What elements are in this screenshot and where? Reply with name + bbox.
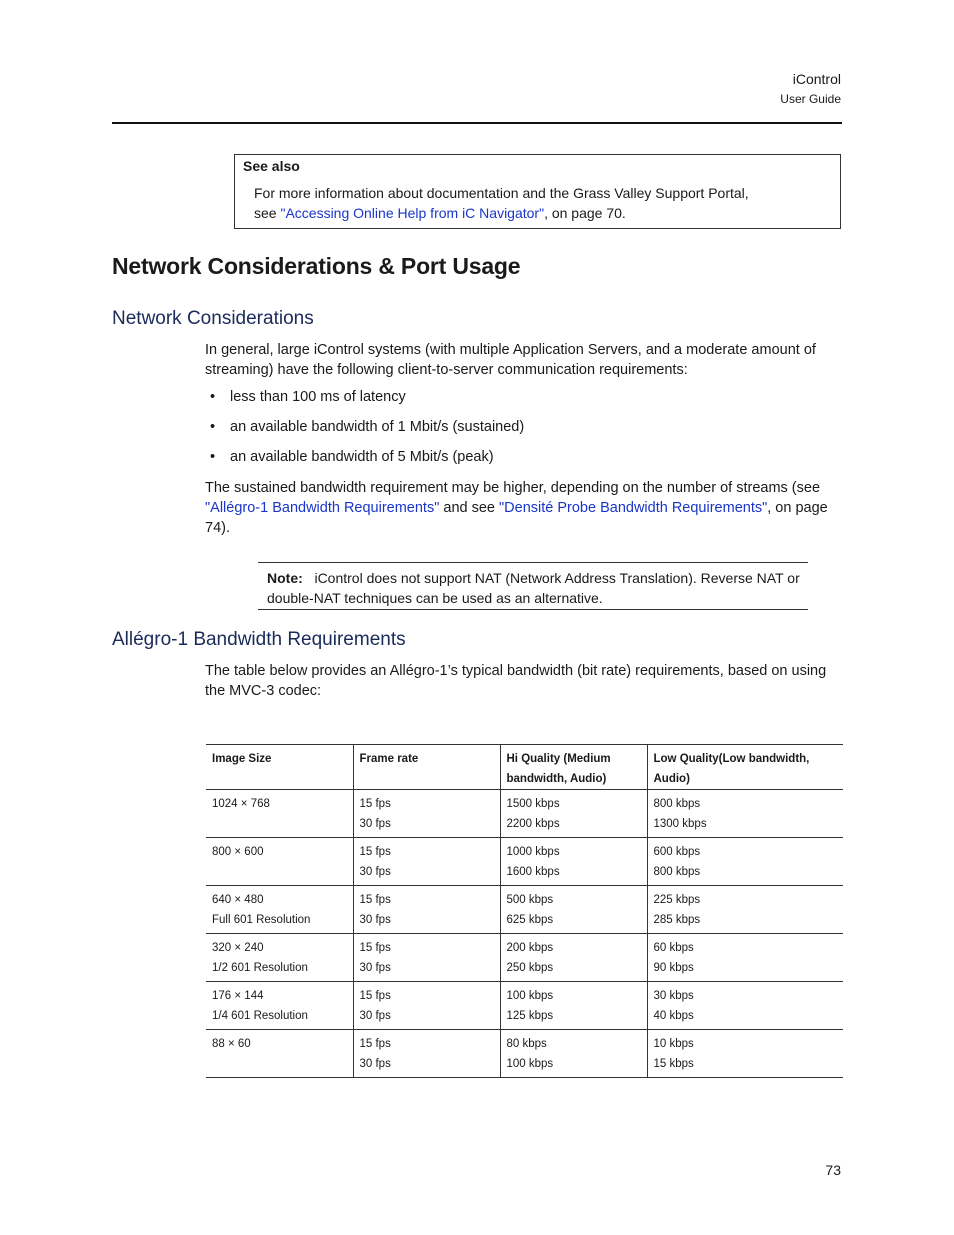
table-cell	[500, 886, 647, 934]
table-cell	[206, 1030, 353, 1078]
table-cell	[353, 790, 500, 838]
cell-line: 100 kbps	[506, 990, 554, 1002]
table-cell	[647, 934, 843, 982]
table-cell	[353, 934, 500, 982]
table-cell	[206, 982, 353, 1030]
bullet-item	[210, 389, 406, 405]
cell-line: 15 fps	[359, 942, 391, 954]
allegro-bandwidth-table	[206, 744, 843, 1078]
sustained-text-a: The sustained bandwidth requirement may be higher, depending on the number of streams (see	[205, 480, 821, 496]
cell-line: 800 kbps	[653, 866, 701, 878]
bullet-dot: •	[210, 389, 216, 405]
cell-line: 30 fps	[359, 1010, 391, 1022]
header-title: iControl	[792, 71, 841, 87]
cell-line: 40 kbps	[653, 1010, 694, 1022]
cell-line: 30 fps	[359, 866, 391, 878]
sustained-text-c: , on page 74).	[205, 500, 828, 536]
see-also-body	[254, 183, 834, 223]
cell-line: 30 fps	[359, 818, 391, 830]
table-header-row	[206, 745, 843, 790]
column-header-image-size: Image Size	[206, 745, 353, 790]
column-header-hi-quality: Hi Quality (Medium bandwidth, Audio)	[500, 745, 647, 790]
cell-line: 15 fps	[359, 798, 391, 810]
see-also-prefix: see	[254, 205, 281, 221]
cell-line: 1/2 601 Resolution	[212, 962, 308, 974]
cell-line: 1600 kbps	[506, 866, 560, 878]
cell-line: 10 kbps	[653, 1038, 694, 1050]
cell-line: 30 fps	[359, 914, 391, 926]
cell-line: 125 kbps	[506, 1010, 554, 1022]
cell-line: 60 kbps	[653, 942, 694, 954]
header-rule	[112, 122, 842, 124]
cell-line: 1000 kbps	[506, 846, 560, 858]
table-cell	[647, 838, 843, 886]
cell-line: 30 fps	[359, 1058, 391, 1070]
allegro-heading: Allégro-1 Bandwidth Requirements	[112, 629, 406, 650]
table-cell	[353, 1030, 500, 1078]
cell-line: 15 fps	[359, 990, 391, 1002]
cell-line: 640 × 480	[212, 894, 264, 906]
densite-probe-bandwidth-link[interactable]: "Densité Probe Bandwidth Requirements"	[499, 500, 768, 516]
table-cell	[353, 886, 500, 934]
table-cell	[647, 982, 843, 1030]
cell-line: 625 kbps	[506, 914, 554, 926]
table-cell	[353, 838, 500, 886]
header-subtitle: User Guide	[780, 92, 841, 106]
bullet-item	[210, 419, 524, 435]
table-cell	[206, 886, 353, 934]
note-label: Note:	[267, 570, 303, 586]
column-header-low-quality: Low Quality(Low bandwidth, Audio)	[647, 745, 843, 790]
table-cell	[500, 1030, 647, 1078]
note-body: iControl does not support NAT (Network Address Translation). Reverse NAT or double-NAT techniques can be used as an alternative.	[267, 570, 800, 606]
network-intro: In general, large iControl systems (with multiple Application Servers, and a moderate amount of streaming) have the following client-to-server communication requirements:	[205, 342, 816, 378]
note-text	[267, 568, 812, 608]
sustained-text-b: and see	[439, 500, 500, 516]
cell-line: 1500 kbps	[506, 798, 560, 810]
allegro-intro: The table below provides an Allégro-1’s typical bandwidth (bit rate) requirements, based on using the MVC-3 codec:	[205, 663, 827, 699]
see-also-line1: For more information about documentation and the Grass Valley Support Portal,	[254, 185, 749, 201]
bullet-text: less than 100 ms of latency	[230, 389, 406, 405]
network-considerations-heading: Network Considerations	[112, 308, 314, 329]
cell-line: Full 601 Resolution	[212, 914, 311, 926]
cell-line: 15 kbps	[653, 1058, 694, 1070]
note-box	[258, 562, 808, 610]
bullet-text: an available bandwidth of 5 Mbit/s (peak)	[230, 449, 494, 465]
cell-line: 1300 kbps	[653, 818, 707, 830]
table-cell	[500, 934, 647, 982]
table-row	[206, 838, 843, 886]
cell-line: 176 × 144	[212, 990, 264, 1002]
accessing-online-help-link[interactable]: "Accessing Online Help from iC Navigator"	[280, 205, 545, 221]
column-header-frame-rate: Frame rate	[353, 745, 500, 790]
cell-line: 15 fps	[359, 846, 391, 858]
cell-line: 100 kbps	[506, 1058, 554, 1070]
bullet-text: an available bandwidth of 1 Mbit/s (sustained)	[230, 419, 525, 435]
cell-line: 1/4 601 Resolution	[212, 1010, 308, 1022]
cell-line: 320 × 240	[212, 942, 264, 954]
cell-line: 15 fps	[359, 894, 391, 906]
table-cell	[206, 838, 353, 886]
cell-line: 2200 kbps	[506, 818, 560, 830]
bullet-dot: •	[210, 419, 216, 435]
cell-line: 250 kbps	[506, 962, 554, 974]
bullet-item	[210, 449, 494, 465]
sustained-paragraph	[205, 478, 842, 538]
cell-line: 30 kbps	[653, 990, 694, 1002]
table-cell	[353, 982, 500, 1030]
cell-line: 600 kbps	[653, 846, 701, 858]
table-row	[206, 886, 843, 934]
table-cell	[206, 934, 353, 982]
table-cell	[647, 886, 843, 934]
cell-line: 200 kbps	[506, 942, 554, 954]
table-cell	[647, 790, 843, 838]
cell-line: 285 kbps	[653, 914, 701, 926]
allegro-bandwidth-link[interactable]: "Allégro-1 Bandwidth Requirements"	[205, 500, 440, 516]
see-also-box	[234, 154, 841, 229]
cell-line: 30 fps	[359, 962, 391, 974]
table-row	[206, 982, 843, 1030]
table-cell	[206, 790, 353, 838]
cell-line: 88 × 60	[212, 1038, 251, 1050]
cell-line: 800 × 600	[212, 846, 264, 858]
bullet-dot: •	[210, 449, 216, 465]
table-cell	[500, 790, 647, 838]
see-also-suffix: , on page 70.	[544, 205, 626, 221]
cell-line: 225 kbps	[653, 894, 701, 906]
table-cell	[647, 1030, 843, 1078]
table-row	[206, 790, 843, 838]
cell-line: 90 kbps	[653, 962, 694, 974]
cell-line: 1024 × 768	[212, 798, 270, 810]
cell-line: 800 kbps	[653, 798, 701, 810]
table-cell	[500, 838, 647, 886]
cell-line: 500 kbps	[506, 894, 554, 906]
table-row	[206, 1030, 843, 1078]
cell-line: 15 fps	[359, 1038, 391, 1050]
page-title: Network Considerations & Port Usage	[112, 253, 521, 279]
cell-line: 80 kbps	[506, 1038, 547, 1050]
table-cell	[500, 982, 647, 1030]
see-also-title: See also	[243, 158, 300, 174]
page-number: 73	[825, 1162, 841, 1178]
table-row	[206, 934, 843, 982]
